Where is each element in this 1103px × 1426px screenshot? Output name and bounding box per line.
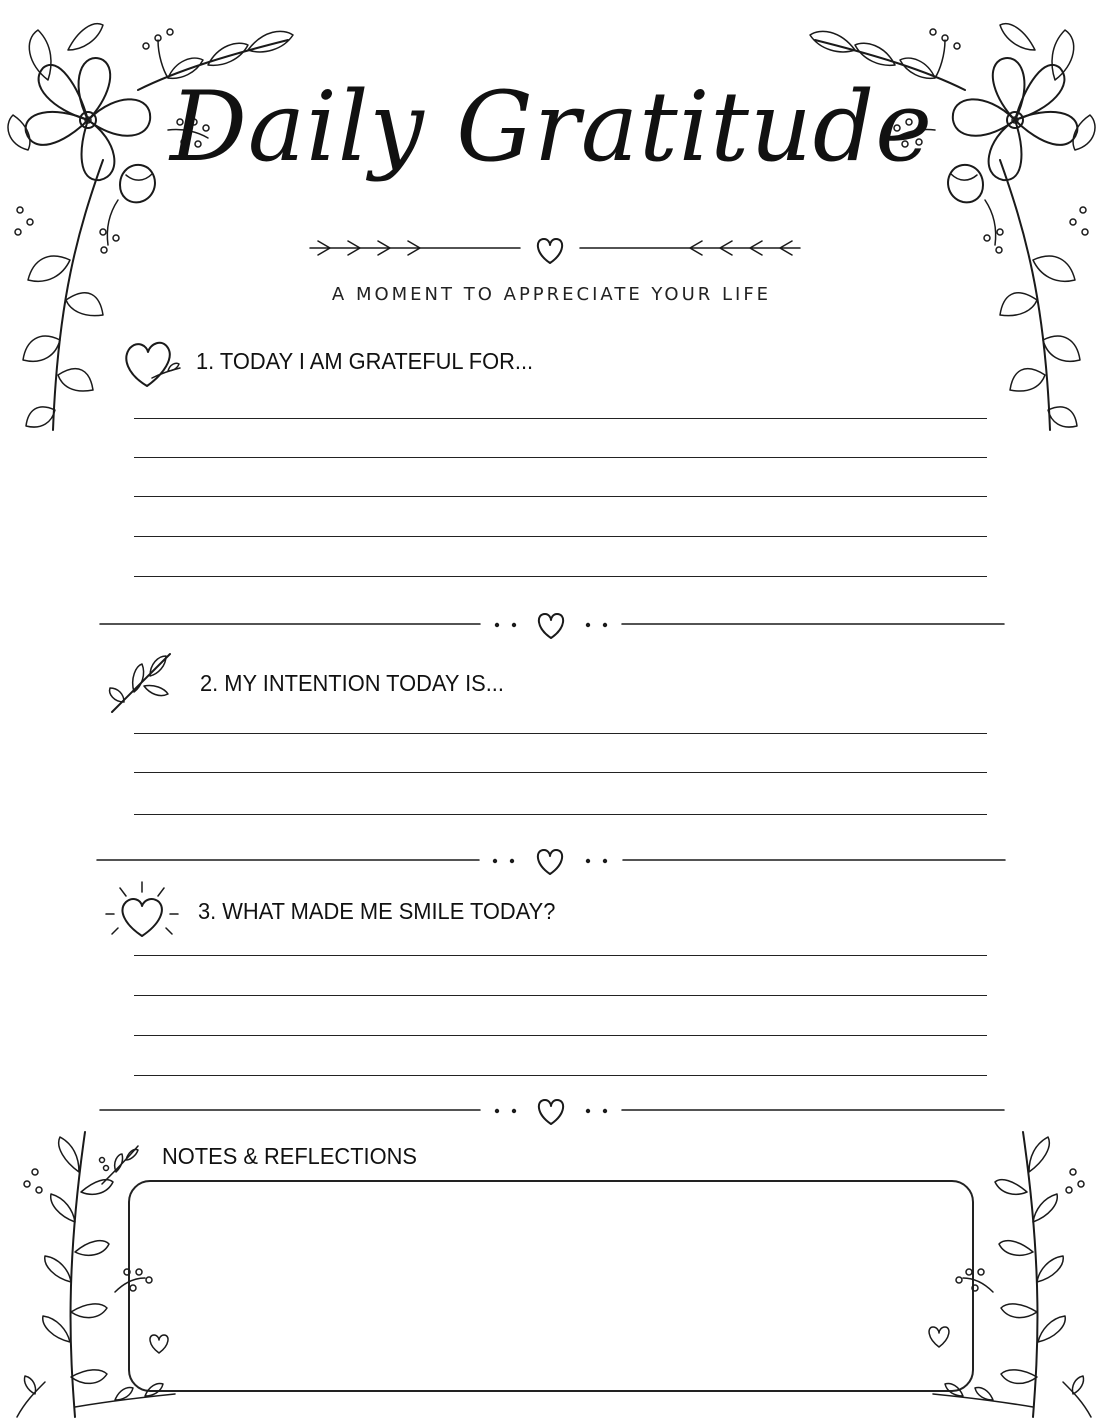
heart-icon xyxy=(538,239,562,263)
section-3-heading: 3. WHAT MADE ME SMILE TODAY? xyxy=(198,898,556,924)
writing-line[interactable] xyxy=(134,814,987,815)
heart-divider xyxy=(100,1094,1004,1128)
writing-line[interactable] xyxy=(134,1075,987,1076)
title-divider xyxy=(310,225,800,275)
foliage-bottom-left xyxy=(15,1132,200,1422)
writing-line[interactable] xyxy=(134,995,987,996)
shining-heart-icon xyxy=(104,880,180,940)
writing-line[interactable] xyxy=(134,496,987,497)
writing-line[interactable] xyxy=(134,733,987,734)
writing-line[interactable] xyxy=(134,536,987,537)
writing-line[interactable] xyxy=(134,955,987,956)
notes-heading: NOTES & REFLECTIONS xyxy=(162,1143,417,1169)
foliage-bottom-right xyxy=(908,1132,1093,1422)
leaf-sprig-icon xyxy=(108,648,178,716)
heart-divider xyxy=(97,844,1005,878)
writing-line[interactable] xyxy=(134,576,987,577)
section-1-heading: 1. TODAY I AM GRATEFUL FOR... xyxy=(196,348,534,374)
heart-icon xyxy=(122,338,184,390)
section-2-heading: 2. MY INTENTION TODAY IS... xyxy=(200,670,504,696)
writing-line[interactable] xyxy=(134,772,987,773)
writing-line[interactable] xyxy=(134,1035,987,1036)
page-subtitle: A MOMENT TO APPRECIATE YOUR LIFE xyxy=(331,284,772,305)
writing-line[interactable] xyxy=(134,418,987,419)
page-title: Daily Gratitude xyxy=(169,71,934,183)
writing-line[interactable] xyxy=(134,457,987,458)
notes-box[interactable] xyxy=(128,1180,974,1392)
heart-divider xyxy=(100,608,1004,642)
